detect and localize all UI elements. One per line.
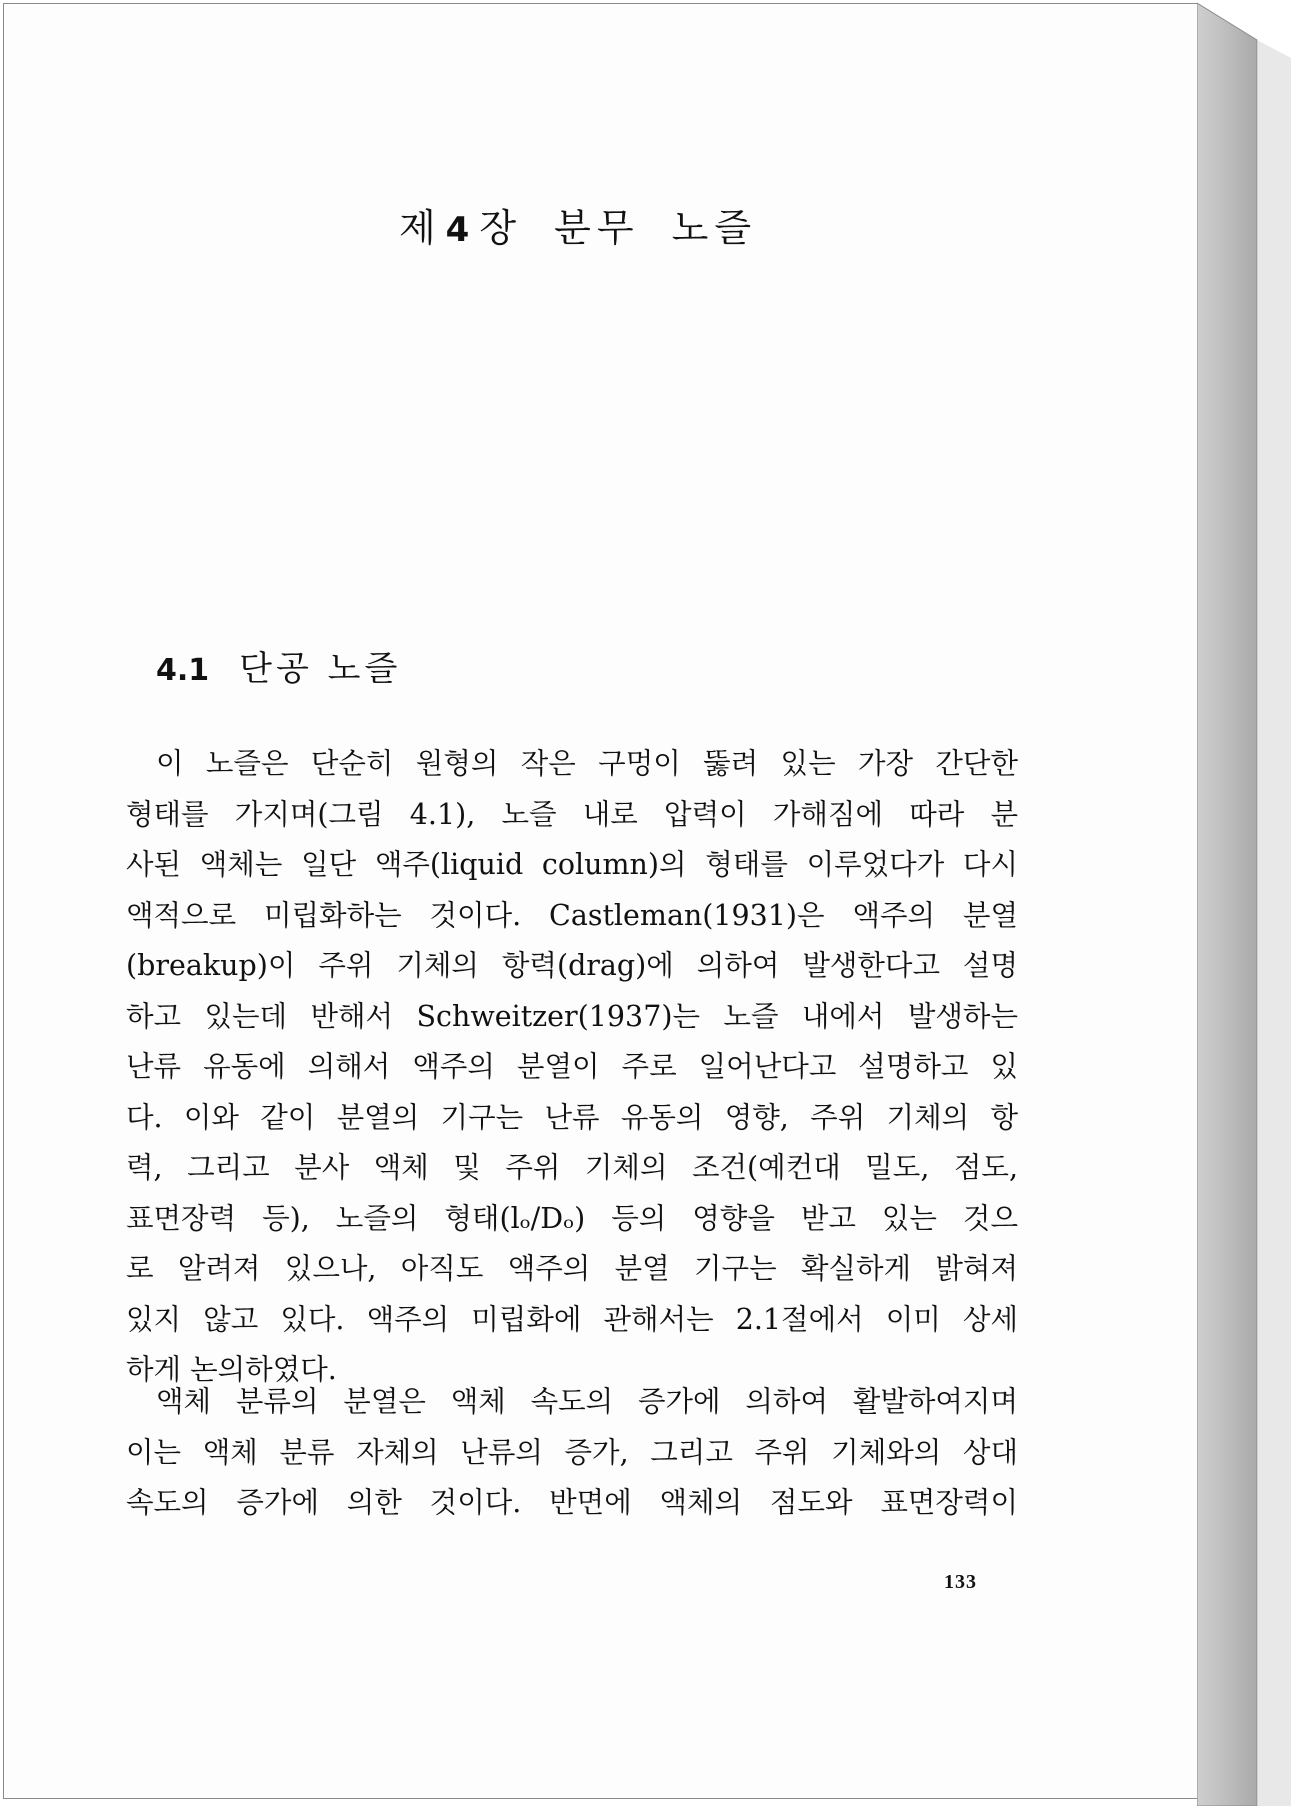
chapter-name: 분무 노즐 [554,206,758,250]
section-number: 4.1 [156,653,210,688]
text-line: 표면장력 등), 노즐의 형태(lₒ/Dₒ) 등의 영향을 받고 있는 것으 [126,1201,1018,1235]
text-line: 다. 이와 같이 분열의 기구는 난류 유동의 영향, 주위 기체의 항 [126,1100,1018,1134]
paragraph-2 [126,1377,1018,1529]
text-line: 로 알려져 있으나, 아직도 액주의 분열 기구는 확실하게 밝혀져 [126,1252,1018,1285]
text-line: 난류 유동에 의해서 액주의 분열이 주로 일어난다고 설명하고 있 [126,1050,1018,1083]
chapter-prefix: 제 [398,206,442,250]
text-line: 하고 있는데 반해서 Schweitzer(1937)는 노즐 내에서 발생하는 [126,999,1018,1033]
chapter-suffix: 장 [479,206,523,250]
text-line: 형태를 가지며(그림 4.1), 노즐 내로 압력이 가해짐에 따라 분 [126,797,1018,831]
text-line: (breakup)이 주위 기체의 항력(drag)에 의하여 발생한다고 설명 [126,949,1018,982]
text-line: 액체 분류의 분열은 액체 속도의 증가에 의하여 활발하여지며 [156,1385,1018,1418]
chapter-title [4,197,1152,252]
text-line: 력, 그리고 분사 액체 및 주위 기체의 조건(예컨대 밀도, 점도, [126,1151,1018,1184]
text-line: 이 노즐은 단순히 원형의 작은 구멍이 뚫려 있는 가장 간단한 [156,747,1018,780]
section-heading [156,641,401,690]
text-line: 이는 액체 분류 자체의 난류의 증가, 그리고 주위 기체와의 상대 [126,1435,1018,1469]
page-number: 133 [944,1571,977,1593]
paragraph-1 [126,739,1018,1396]
text-line: 하게 논의하였다. [126,1353,337,1386]
book-edge-shading [1197,0,1291,1806]
text-line: 사된 액체는 일단 액주(liquid column)의 형태를 이루었다가 다시 [126,848,1018,881]
section-title: 단공 노즐 [239,649,402,689]
text-line: 있지 않고 있다. 액주의 미립화에 관해서는 2.1절에서 이미 상세 [126,1302,1018,1336]
book-page [3,3,1198,1799]
chapter-number: 4 [445,210,476,250]
text-line: 속도의 증가에 의한 것이다. 반면에 액체의 점도와 표면장력이 [126,1486,1018,1519]
text-line: 액적으로 미립화하는 것이다. Castleman(1931)은 액주의 분열 [126,898,1018,932]
